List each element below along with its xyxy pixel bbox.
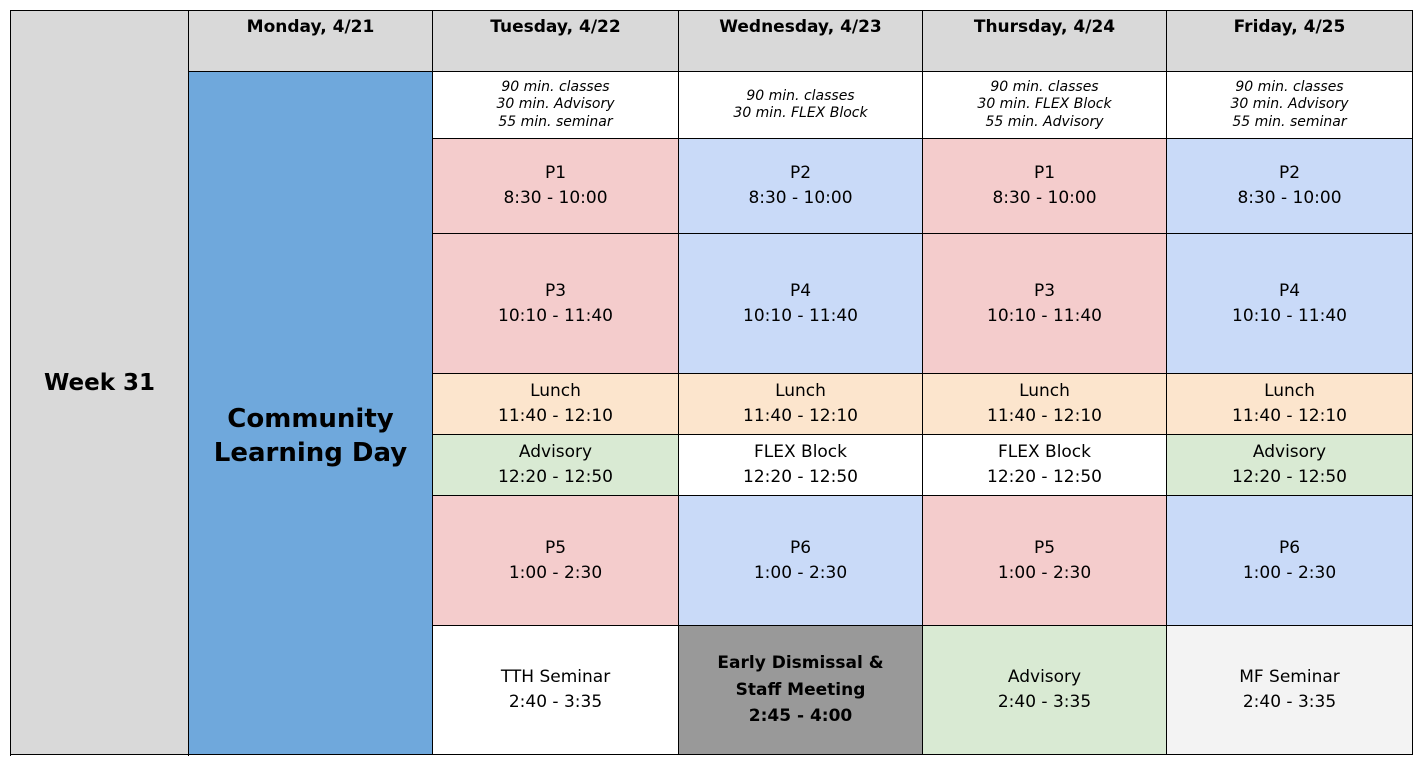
slot-time: 1:00 - 2:30: [753, 562, 848, 583]
notes-row: [11, 72, 1413, 139]
community-learning-day-line2: Learning Day: [213, 438, 408, 468]
slot-tue-lunch: [433, 374, 679, 435]
slot-wed-p2: [679, 139, 923, 234]
note-line: 30 min. FLEX Block: [733, 105, 868, 121]
slot-thu-p1: [923, 139, 1167, 234]
slot-time: 2:45 - 4:00: [748, 706, 853, 727]
note-line: 30 min. Advisory: [1230, 96, 1349, 113]
slot-time: 11:40 - 12:10: [987, 406, 1102, 426]
slot-name: MF Seminar: [1239, 667, 1340, 688]
slot-name: P4: [1278, 280, 1301, 301]
day-header-monday: Monday, 4/21: [189, 11, 433, 72]
note-line: 90 min. classes: [1235, 78, 1344, 95]
slot-name: P1: [544, 163, 567, 184]
slot-time: 11:40 - 12:10: [498, 406, 613, 426]
slot-name: Early Dismissal &: [717, 653, 884, 674]
slot-thu-advisory: [923, 626, 1167, 755]
slot-time: 8:30 - 10:00: [1237, 188, 1342, 208]
day-header-friday: Friday, 4/25: [1167, 11, 1413, 72]
slot-time: 8:30 - 10:00: [503, 188, 608, 208]
slot-time: 1:00 - 2:30: [1242, 562, 1337, 583]
slot-wed-p6: [679, 496, 923, 626]
note-thursday: [923, 72, 1167, 139]
note-line: 55 min. Advisory: [985, 113, 1104, 130]
weekly-schedule-table: [10, 10, 1413, 755]
slot-name: P6: [789, 537, 812, 558]
slot-tue-p1: [433, 139, 679, 234]
slot-fri-mf-seminar: [1167, 626, 1413, 755]
slot-name: Lunch: [530, 381, 581, 402]
slot-name: P4: [789, 280, 812, 301]
slot-time: 11:40 - 12:10: [743, 406, 858, 426]
slot-name: Lunch: [775, 381, 826, 402]
slot-name: P6: [1278, 537, 1301, 558]
slot-thu-p5: [923, 496, 1167, 626]
note-line: 90 min. classes: [990, 78, 1099, 95]
slot-time: 1:00 - 2:30: [508, 562, 603, 583]
note-line: 55 min. seminar: [1232, 113, 1347, 130]
slot-name: P3: [1033, 280, 1056, 301]
slot-fri-lunch: [1167, 374, 1413, 435]
slot-tue-p5: [433, 496, 679, 626]
slot-tue-p3: [433, 234, 679, 374]
slot-time: 2:40 - 3:35: [508, 692, 603, 712]
slot-fri-p6: [1167, 496, 1413, 626]
slot-name: Advisory: [518, 442, 593, 463]
slot-time: 12:20 - 12:50: [498, 467, 613, 487]
slot-tue-tth-seminar: [433, 626, 679, 755]
slot-time: 8:30 - 10:00: [992, 188, 1097, 208]
note-line: 55 min. seminar: [498, 113, 613, 130]
slot-name: Lunch: [1019, 381, 1070, 402]
slot-fri-p4: [1167, 234, 1413, 374]
slot-name: P2: [1278, 163, 1301, 184]
slot-time: 2:40 - 3:35: [997, 692, 1092, 712]
slot-fri-advisory: [1167, 435, 1413, 496]
slot-wed-flex-block: [679, 435, 923, 496]
slot-time: 10:10 - 11:40: [1232, 305, 1347, 326]
slot-time: 8:30 - 10:00: [748, 188, 853, 208]
note-line: 90 min. classes: [501, 78, 610, 95]
slot-name: P2: [789, 163, 812, 184]
slot-name: FLEX Block: [997, 442, 1092, 463]
slot-name: Advisory: [1252, 442, 1327, 463]
slot-time: 10:10 - 11:40: [987, 305, 1102, 326]
slot-time: 10:10 - 11:40: [743, 305, 858, 326]
slot-name: Advisory: [1007, 667, 1082, 688]
slot-thu-flex-block: [923, 435, 1167, 496]
slot-fri-p2: [1167, 139, 1413, 234]
slot-name: P3: [544, 280, 567, 301]
slot-name: TTH Seminar: [500, 667, 611, 688]
day-header-tuesday: Tuesday, 4/22: [433, 11, 679, 72]
header-row: [11, 11, 1413, 72]
slot-wed-early-dismissal: [679, 626, 923, 755]
note-line: 90 min. classes: [746, 87, 855, 104]
note-line: 30 min. FLEX Block: [977, 96, 1112, 113]
note-line: 30 min. Advisory: [496, 96, 615, 113]
slot-name: P5: [1033, 537, 1056, 558]
week-label: Week 31: [11, 11, 189, 755]
slot-name-line2: Staff Meeting: [735, 679, 866, 700]
note-wednesday: [679, 72, 923, 139]
day-header-thursday: Thursday, 4/24: [923, 11, 1167, 72]
slot-thu-lunch: [923, 374, 1167, 435]
slot-time: 11:40 - 12:10: [1232, 406, 1347, 426]
slot-thu-p3: [923, 234, 1167, 374]
slot-tue-advisory: [433, 435, 679, 496]
community-learning-day-line1: Community: [227, 404, 394, 435]
slot-time: 1:00 - 2:30: [997, 562, 1092, 583]
slot-time: 12:20 - 12:50: [1232, 467, 1347, 487]
slot-time: 12:20 - 12:50: [743, 467, 858, 487]
slot-time: 10:10 - 11:40: [498, 305, 613, 326]
note-tuesday: [433, 72, 679, 139]
slot-wed-p4: [679, 234, 923, 374]
slot-name: P1: [1033, 163, 1056, 184]
community-learning-day: [189, 72, 433, 755]
day-header-wednesday: Wednesday, 4/23: [679, 11, 923, 72]
note-friday: [1167, 72, 1413, 139]
slot-time: 2:40 - 3:35: [1242, 692, 1337, 712]
slot-name: FLEX Block: [753, 442, 848, 463]
slot-name: P5: [544, 537, 567, 558]
slot-time: 12:20 - 12:50: [987, 467, 1102, 487]
slot-wed-lunch: [679, 374, 923, 435]
slot-name: Lunch: [1264, 381, 1315, 402]
